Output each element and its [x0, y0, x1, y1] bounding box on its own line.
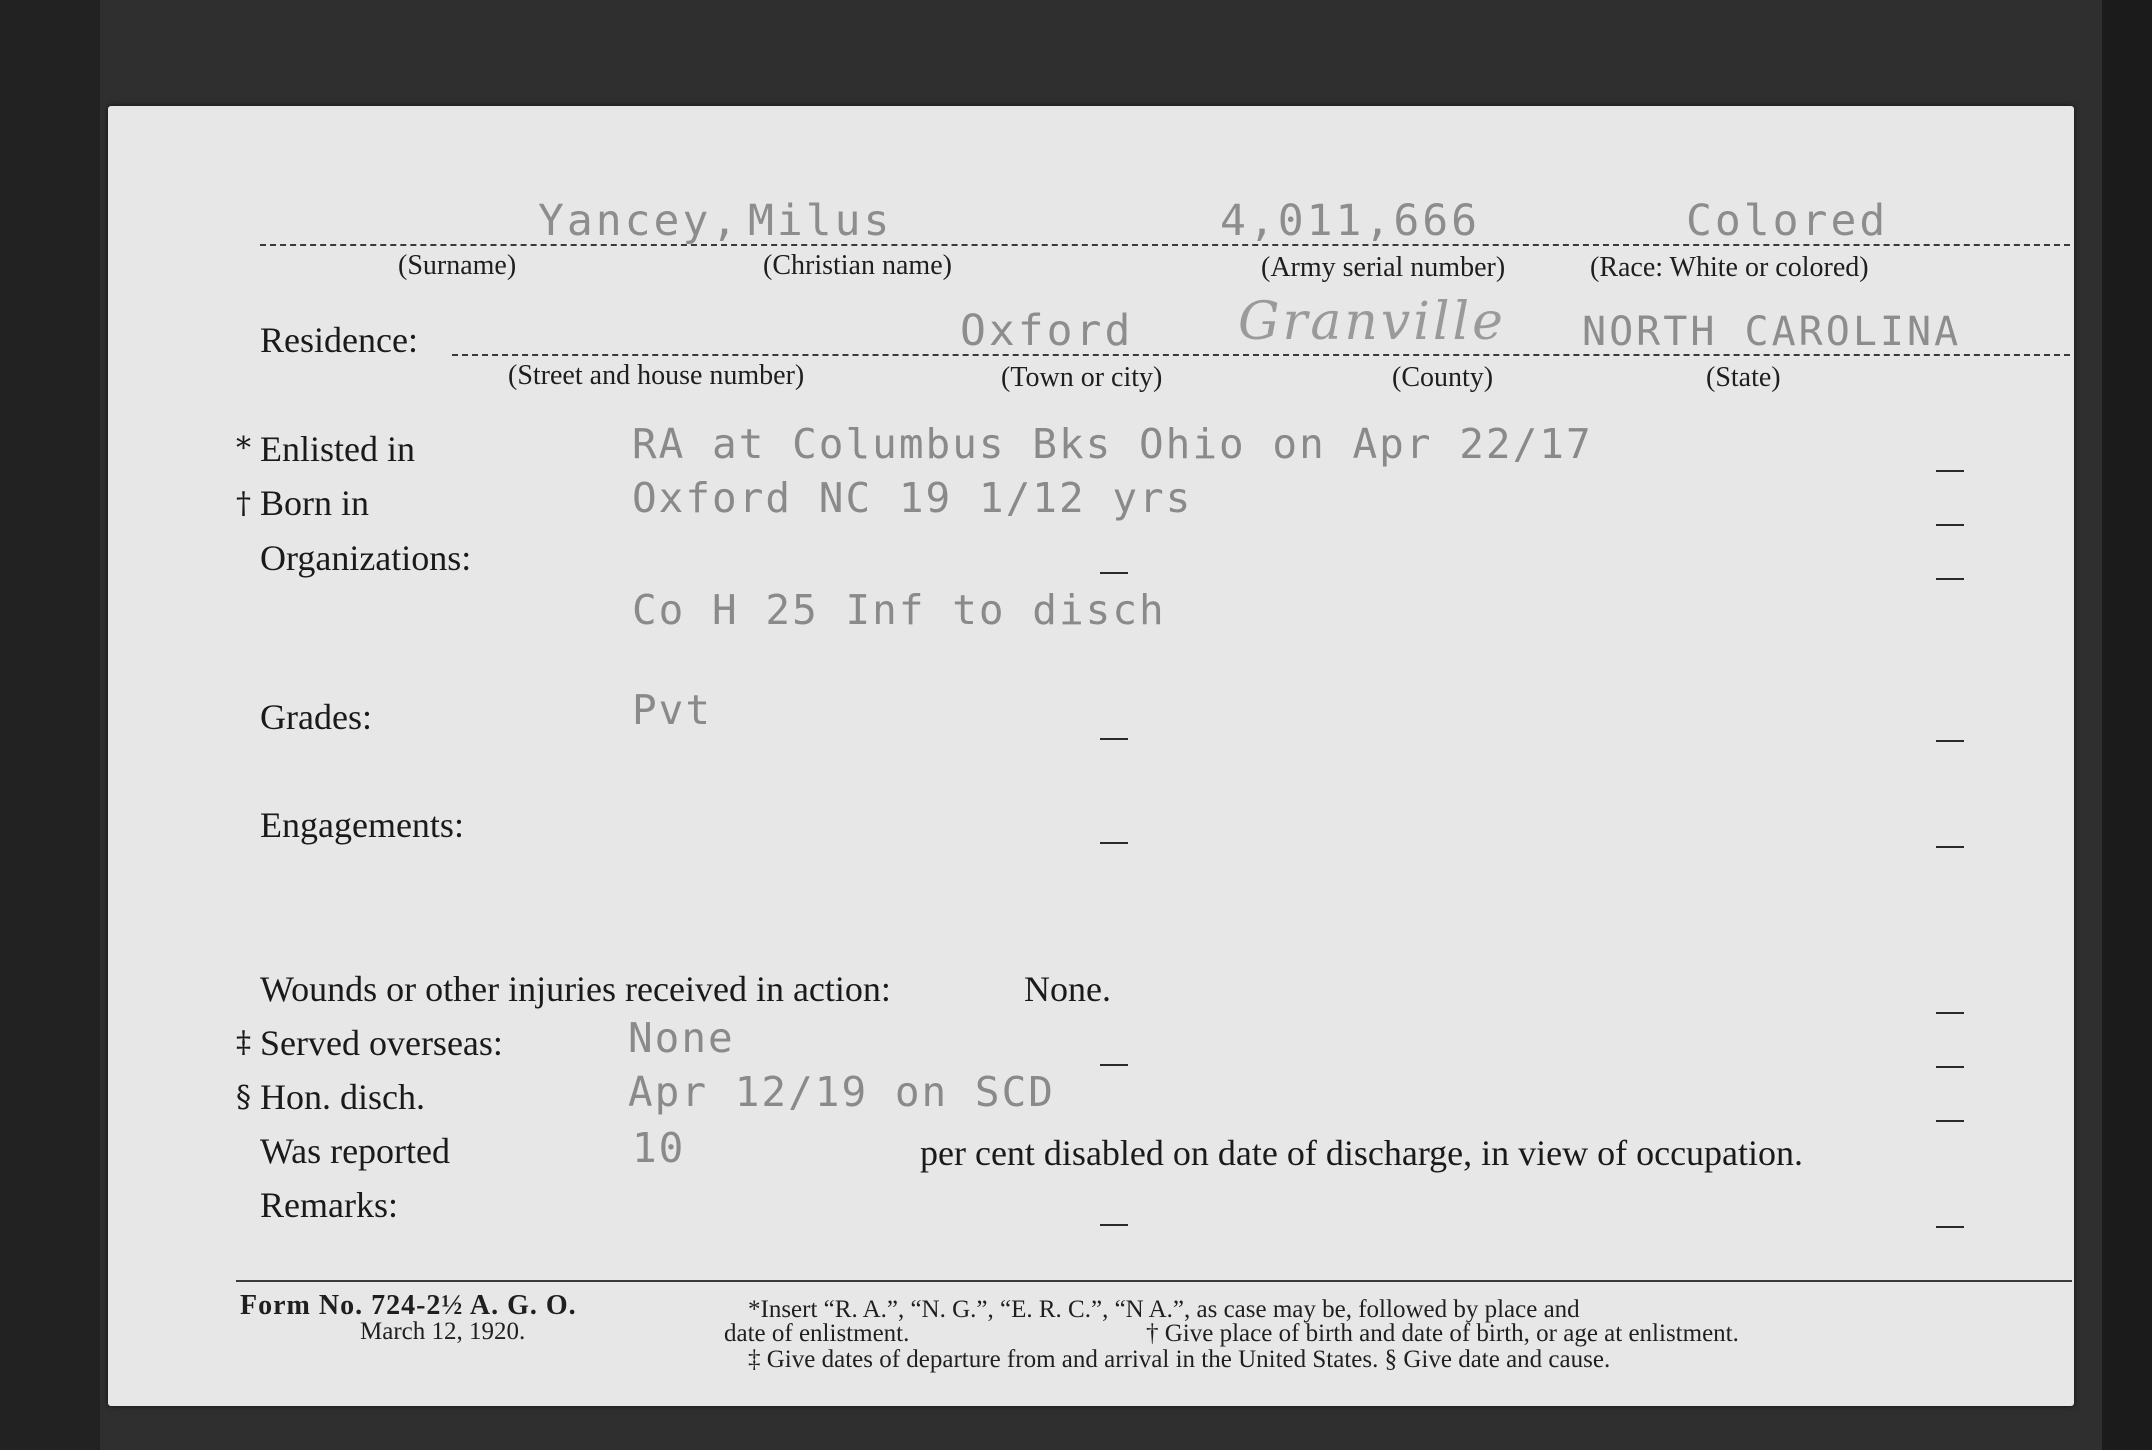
- county-value: Granville: [1238, 292, 1506, 352]
- residence-line: [452, 354, 2070, 356]
- serial-number-caption: (Army serial number): [1261, 252, 1506, 283]
- street-caption: (Street and house number): [508, 360, 805, 391]
- overseas-tick-mid: [1100, 1064, 1128, 1066]
- engagements-label: Engagements:: [260, 805, 464, 845]
- organizations-tick-mid: [1100, 572, 1128, 574]
- form-date: March 12, 1920.: [360, 1318, 526, 1345]
- enlisted-mark: *: [236, 431, 251, 466]
- name-line: [260, 244, 2070, 246]
- footer-rule: [236, 1280, 2072, 1282]
- overseas-value: None: [628, 1014, 735, 1062]
- born-mark: †: [236, 486, 251, 521]
- state-caption: (State): [1706, 362, 1781, 393]
- organizations-value: Co H 25 Inf to disch: [632, 586, 1166, 634]
- background-right: [2102, 0, 2152, 1450]
- enlisted-label: Enlisted in: [260, 429, 415, 469]
- reported-value: 10: [632, 1124, 686, 1172]
- overseas-tick-right: [1936, 1066, 1964, 1068]
- grades-tick-right: [1936, 740, 1964, 742]
- discharge-mark: §: [236, 1080, 251, 1115]
- engagements-tick-right: [1936, 846, 1964, 848]
- discharge-tick: [1936, 1120, 1964, 1122]
- footer-note-2a: date of enlistment.: [724, 1320, 910, 1347]
- race-caption: (Race: White or colored): [1590, 252, 1869, 283]
- footer-note-2b: † Give place of birth and date of birth, or age at enlistment.: [1146, 1320, 1739, 1347]
- born-label: Born in: [260, 483, 370, 523]
- grades-label: Grades:: [260, 697, 372, 737]
- surname-caption: (Surname): [398, 250, 517, 281]
- overseas-label: Served overseas:: [260, 1023, 503, 1063]
- grades-tick-mid: [1100, 738, 1128, 740]
- reported-label: Was reported: [260, 1131, 451, 1171]
- organizations-label: Organizations:: [260, 538, 472, 578]
- discharge-label: Hon. disch.: [260, 1077, 425, 1117]
- race-value: Colored: [1686, 196, 1889, 246]
- born-value: Oxford NC 19 1/12 yrs: [632, 474, 1193, 522]
- background-left: [0, 0, 100, 1450]
- grades-value: Pvt: [632, 686, 713, 734]
- engagements-tick-mid: [1100, 842, 1128, 844]
- reported-suffix: per cent disabled on date of discharge, in view of occupation.: [920, 1133, 1804, 1173]
- footer-note-3: ‡ Give dates of departure from and arrival in the United States. § Give date and cause.: [748, 1346, 1611, 1373]
- surname-value: Yancey,: [538, 196, 741, 246]
- christian-name-caption: (Christian name): [763, 250, 952, 281]
- county-caption: (County): [1392, 362, 1494, 393]
- organizations-tick-right: [1936, 578, 1964, 580]
- state-value: NORTH CAROLINA: [1582, 309, 1962, 355]
- discharge-value: Apr 12/19 on SCD: [628, 1068, 1055, 1116]
- overseas-mark: ‡: [236, 1025, 251, 1060]
- christian-name-value: Milus: [748, 196, 893, 246]
- enlisted-value: RA at Columbus Bks Ohio on Apr 22/17: [632, 420, 1593, 468]
- enlisted-tick: [1936, 470, 1964, 472]
- town-value: Oxford: [960, 306, 1134, 356]
- remarks-tick-right: [1936, 1226, 1964, 1228]
- footer-note-1: *Insert “R. A.”, “N. G.”, “E. R. C.”, “N A.”, as case may be, followed by place and: [748, 1296, 1580, 1323]
- wounds-value: None.: [1024, 969, 1111, 1009]
- service-record-card: [108, 106, 2074, 1406]
- born-tick: [1936, 524, 1964, 526]
- wounds-tick: [1936, 1012, 1964, 1014]
- serial-number-value: 4,011,666: [1220, 196, 1480, 246]
- residence-label: Residence:: [260, 320, 418, 360]
- town-caption: (Town or city): [1001, 362, 1163, 393]
- form-id: Form No. 724-2½ A. G. O.: [240, 1290, 577, 1321]
- remarks-label: Remarks:: [260, 1185, 398, 1225]
- wounds-label: Wounds or other injuries received in action:: [260, 969, 891, 1009]
- remarks-tick-mid: [1100, 1224, 1128, 1226]
